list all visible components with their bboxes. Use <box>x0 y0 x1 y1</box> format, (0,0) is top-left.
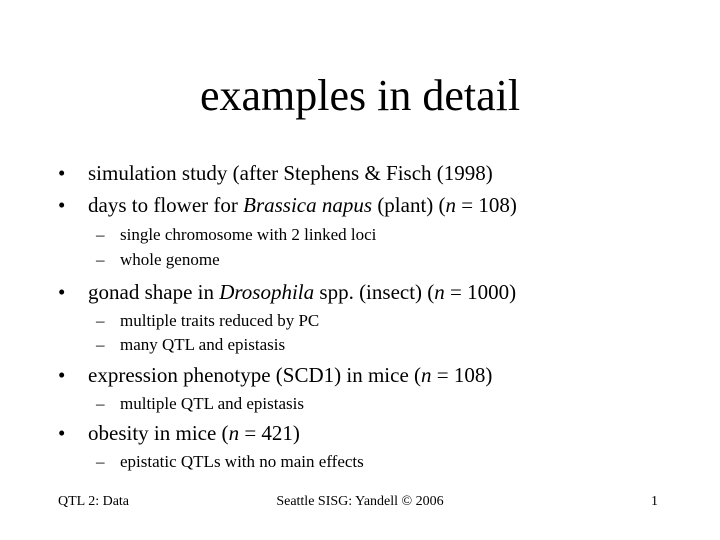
bullet-item <box>58 160 493 186</box>
bullet-text: n <box>228 421 240 445</box>
bullet-item <box>58 420 300 446</box>
sub-bullet-text: epistatic QTLs with no main effects <box>120 452 364 471</box>
sub-bullet-marker: – <box>96 250 105 269</box>
bullet-text: spp. (insect) ( <box>314 280 435 304</box>
bullet-item <box>58 279 516 305</box>
bullet-text: gonad shape in <box>88 280 220 304</box>
footer-left: QTL 2: Data <box>58 494 130 509</box>
bullet-text: Brassica napus <box>243 193 373 217</box>
sub-bullet-text: multiple traits reduced by PC <box>120 311 320 330</box>
sub-bullet-item <box>96 224 376 246</box>
bullet-text: n <box>421 363 432 387</box>
bullet-text: = 108) <box>456 193 517 217</box>
bullet-text: n <box>445 193 457 217</box>
bullet-text: obesity in mice ( <box>88 421 229 445</box>
sub-bullet-marker: – <box>96 311 105 330</box>
bullet-text: expression phenotype (SCD1) in mice ( <box>88 363 422 387</box>
sub-bullet-item <box>96 451 364 473</box>
sub-bullet-text: whole genome <box>120 250 220 269</box>
bullet-marker: • <box>58 193 66 217</box>
bullet-text: simulation study (after Stephens & Fisch (1998) <box>88 161 493 185</box>
sub-bullet-text: many QTL and epistasis <box>120 335 286 354</box>
bullet-text: days to flower for <box>88 193 244 217</box>
sub-bullet-marker: – <box>96 394 105 413</box>
sub-bullet-item <box>96 310 319 332</box>
bullet-text: Drosophila <box>219 280 315 304</box>
bullet-text: n <box>434 280 445 304</box>
sub-bullet-marker: – <box>96 335 105 354</box>
bullet-text: = 1000) <box>444 280 517 304</box>
sub-bullet-marker: – <box>96 452 105 471</box>
sub-bullet-text: single chromosome with 2 linked loci <box>120 225 377 244</box>
footer-center: Seattle SISG: Yandell © 2006 <box>276 494 444 509</box>
sub-bullet-marker: – <box>96 225 105 244</box>
bullet-text: = 108) <box>431 363 493 387</box>
sub-bullet-item <box>96 334 285 356</box>
bullet-item <box>58 192 517 218</box>
sub-bullet-text: multiple QTL and epistasis <box>120 394 304 413</box>
bullet-text: = 421) <box>239 421 300 445</box>
bullet-item <box>58 362 492 388</box>
sub-bullet-item <box>96 249 220 271</box>
slide-number: 1 <box>651 494 658 509</box>
bullet-marker: • <box>58 363 66 387</box>
bullet-marker: • <box>58 421 66 445</box>
bullet-text: (plant) ( <box>372 193 446 217</box>
bullet-marker: • <box>58 280 66 304</box>
bullet-marker: • <box>58 161 66 185</box>
slide-title: examples in detail <box>199 71 521 120</box>
sub-bullet-item <box>96 393 304 415</box>
